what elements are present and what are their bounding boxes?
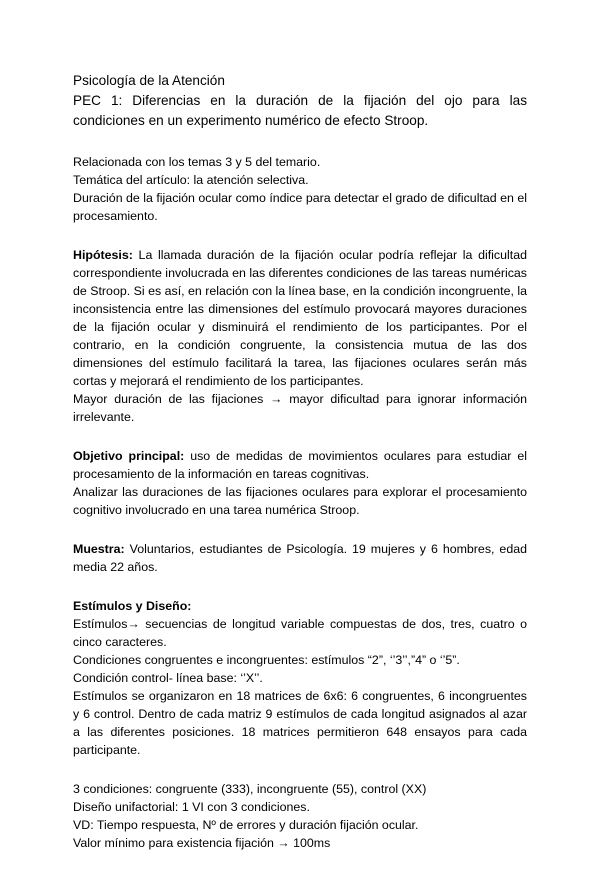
hypothesis-paragraph (73, 246, 527, 390)
objective-line: Analizar las duraciones de las fijaciones oculares para explorar el procesamiento cognitivo involucrado en una tarea numérica Stroop. (73, 485, 527, 517)
design-line: Diseño unifactorial: 1 VI con 3 condiciones. (73, 800, 310, 814)
hypothesis-summary: Mayor duración de las fijaciones → mayor dificultad para ignorar información irrelevante. (73, 392, 527, 424)
pec-title: PEC 1: Diferencias en la duración de la fijación del ojo para las condiciones en un experimento numérico de efecto Stroop. (73, 93, 527, 128)
design-line: VD: Tiempo respuesta, Nº de errores y duración fijación ocular. (73, 818, 419, 832)
intro-line: Temática del artículo: la atención selectiva. (73, 173, 309, 187)
stimuli-line: Estímulos→ secuencias de longitud variable compuestas de dos, tres, cuatro o cinco caracteres. (73, 617, 527, 649)
stimuli-line: Condiciones congruentes e incongruentes: estímulos “2”, ‘’3’’,”4” o ‘’5”. (73, 653, 460, 667)
objective-text: uso de medidas de movimientos oculares para estudiar el procesamiento de la información en tareas cognitivas. (73, 449, 528, 481)
stimuli-heading: Estímulos y Diseño: (73, 599, 192, 613)
sample-label: Muestra: (73, 542, 125, 556)
stimuli-line: Estímulos se organizaron en 18 matrices de 6x6: 6 congruentes, 6 incongruentes y 6 control. Dentro de cada matriz 9 estímulos de cada longitud asignados al azar a las diferentes posiciones. 18 matrices permitieron 648 ensayos para cada participante. (73, 689, 527, 757)
design-line: Valor mínimo para existencia fijación → 100ms (73, 836, 331, 850)
design-line: 3 condiciones: congruente (333), incongruente (55), control (XX) (73, 782, 427, 796)
stimuli-line: Condición control- línea base: ‘’X’’. (73, 671, 263, 685)
design-section (73, 780, 527, 852)
sample-paragraph (73, 540, 527, 576)
subject-title: Psicología de la Atención (73, 73, 225, 88)
objective-paragraph (73, 447, 527, 483)
hypothesis-section (73, 246, 527, 426)
intro-section (73, 153, 527, 225)
stimuli-section (73, 597, 527, 759)
intro-line: Relacionada con los temas 3 y 5 del temario. (73, 155, 321, 169)
intro-line: Duración de la fijación ocular como índice para detectar el grado de dificultad en el procesamiento. (73, 191, 527, 223)
sample-section (73, 540, 527, 576)
objective-section (73, 447, 527, 519)
hypothesis-label: Hipótesis: (73, 248, 133, 262)
sample-text: Voluntarios, estudiantes de Psicología. 19 mujeres y 6 hombres, edad media 22 años. (73, 542, 527, 574)
title-block (73, 71, 527, 131)
objective-label: Objetivo principal: (73, 449, 185, 463)
hypothesis-text: La llamada duración de la fijación ocular podría reflejar la dificultad correspondiente involucrada en las diferentes condiciones de las tareas numéricas de Stroop. Si es así, en relación con la línea base, en la condición incongruente, la inconsistencia entre las dimensiones del estímulo provocará mayores duraciones de la fijación ocular y disminuirá el rendimiento de los participantes. Por el contrario, en la condición congruente, la consistencia mutua de las dos dimensiones del estímulo facilitará la tarea, las fijaciones oculares serán más cortas y mejorará el rendimiento de los participantes. (73, 248, 527, 388)
document-content (73, 71, 527, 873)
